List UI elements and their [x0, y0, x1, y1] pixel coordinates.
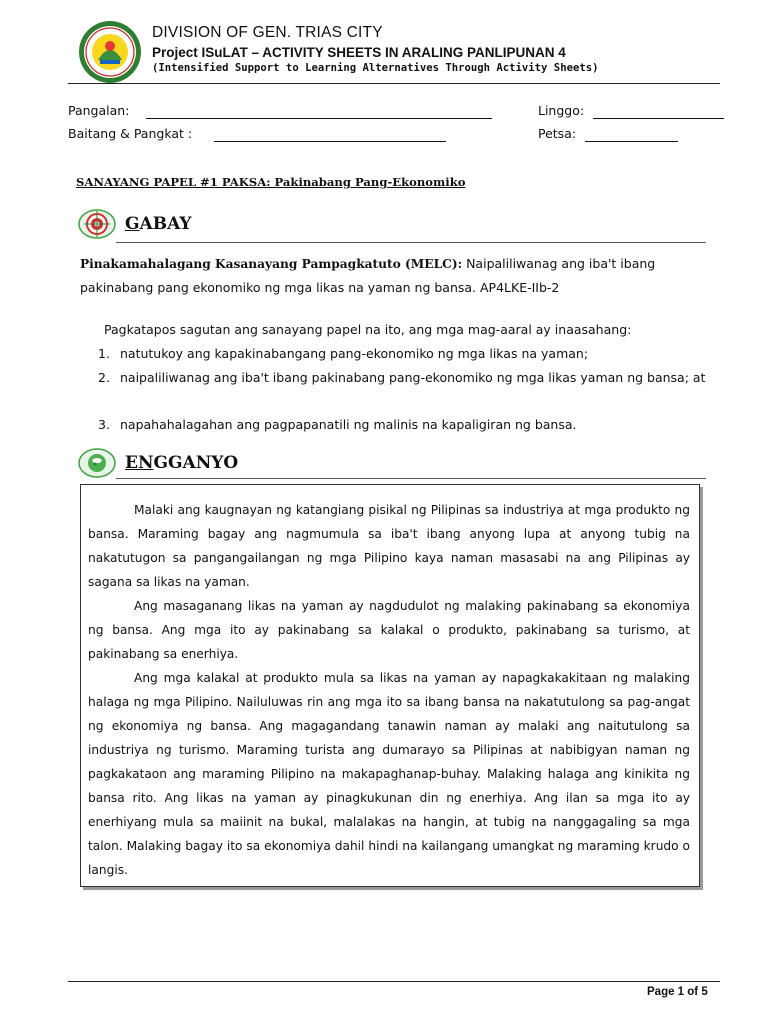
melc-text: Naipaliliwanag ang iba't ibang pakinabang pang ekonomiko ng mga likas na yaman ng bansa. AP4LKE-IIb-2 — [80, 256, 656, 295]
objective-text: napahahalagahan ang pagpapanatili ng malinis na kapaligiran ng bansa. — [120, 417, 577, 432]
passage-paragraph: Ang masaganang likas na yaman ay nagdudulot ng malaking pakinabang sa ekonomiya ng bansa. Ang mga ito ay pakinabang sa kalakal o produkto, pakinabang sa turismo, at pakinabang sa enerhiya. — [88, 599, 690, 661]
objective-number: 2. — [98, 370, 110, 385]
baitang-label: Baitang & Pangkat : — [68, 126, 193, 141]
footer-divider — [68, 981, 720, 982]
objective-number: 3. — [98, 417, 110, 432]
project-title: Project ISuLAT – ACTIVITY SHEETS IN ARALING PANLIPUNAN 4 — [152, 45, 566, 60]
melc-label: Pinakamahalagang Kasanayang Pampagkatuto (MELC): — [80, 257, 463, 271]
objective-item — [98, 413, 718, 436]
worksheet-topic: SANAYANG PAPEL #1 PAKSA: Pakinabang Pang-Ekonomiko — [76, 175, 466, 189]
objective-text: naipaliliwanag ang iba't ibang pakinabang pang-ekonomiko ng mga likas yaman ng bansa; at — [120, 370, 706, 385]
target-icon — [78, 209, 116, 239]
brain-icon — [78, 448, 116, 478]
engganyo-heading — [125, 453, 238, 473]
petsa-label: Petsa: — [538, 126, 577, 141]
page-number: Page 1 of 5 — [647, 986, 708, 998]
objective-item — [98, 366, 718, 389]
engganyo-heading-initial: EN — [125, 453, 154, 473]
reading-passage — [88, 498, 690, 882]
header-divider — [68, 83, 720, 84]
baitang-field[interactable] — [214, 141, 446, 142]
pangalan-label: Pangalan: — [68, 103, 130, 118]
gabay-heading — [125, 214, 192, 234]
objective-number: 1. — [98, 346, 110, 361]
passage-paragraph: Ang mga kalakal at produkto mula sa likas na yaman ay napagkakakitaan ng malaking halaga ng mga Pilipino. Nailuluwas rin ang mga ito sa ibang bansa na nakatutulong sa pag-angat ng ekonomiya ng bansa. Ang magagandang tanawin naman ay malaki ang naitutulong sa industriya ng turismo. Maraming turista ang dumarayo sa Pilipinas at nabibigyan naman ng pagkakataon ang maraming Pilipino na makapaghanap-buhay. Malaking halaga ang kinikita ng bansa rito. Ang likas na yaman ay pinagkukunan din ng enerhiya. Ang ilan sa mga ito ay enerhiyang mula sa maiinit na bukal, malalakas na hangin, at tubig na nanggagaling sa mga talon. Malaking bagay ito sa ekonomiya dahil hindi na kailangang umangkat ng maraming krudo o langis. — [88, 671, 690, 877]
division-title: DIVISION OF GEN. TRIAS CITY — [152, 24, 383, 41]
objective-item — [98, 342, 718, 365]
petsa-field[interactable] — [585, 141, 678, 142]
melc-statement — [80, 252, 710, 300]
gabay-heading-initial: G — [125, 214, 140, 234]
gabay-heading-rest: ABAY — [139, 214, 192, 234]
engganyo-divider — [116, 478, 706, 479]
linggo-label: Linggo: — [538, 103, 585, 118]
gabay-divider — [116, 242, 706, 243]
project-subtitle: (Intensified Support to Learning Alternatives Through Activity Sheets) — [152, 62, 599, 74]
division-seal-logo — [78, 20, 142, 84]
linggo-field[interactable] — [593, 118, 724, 119]
objectives-intro: Pagkatapos sagutan ang sanayang papel na ito, ang mga mag-aaral ay inaasahang: — [104, 322, 632, 337]
objective-text: natutukoy ang kapakinabangang pang-ekonomiko ng mga likas na yaman; — [120, 346, 589, 361]
pangalan-field[interactable] — [146, 118, 492, 119]
engganyo-heading-rest: GGANYO — [153, 453, 239, 473]
passage-paragraph: Malaki ang kaugnayan ng katangiang pisikal ng Pilipinas sa industriya at mga produkto ng bansa. Maraming bagay ang nagmumula sa iba't ibang anyong lupa at anyong tubig na nakatutugon sa pangangailangan ng mga Pilipino kaya naman masasabi na ang Pilipinas ay sagana sa likas na yaman. — [88, 503, 690, 589]
